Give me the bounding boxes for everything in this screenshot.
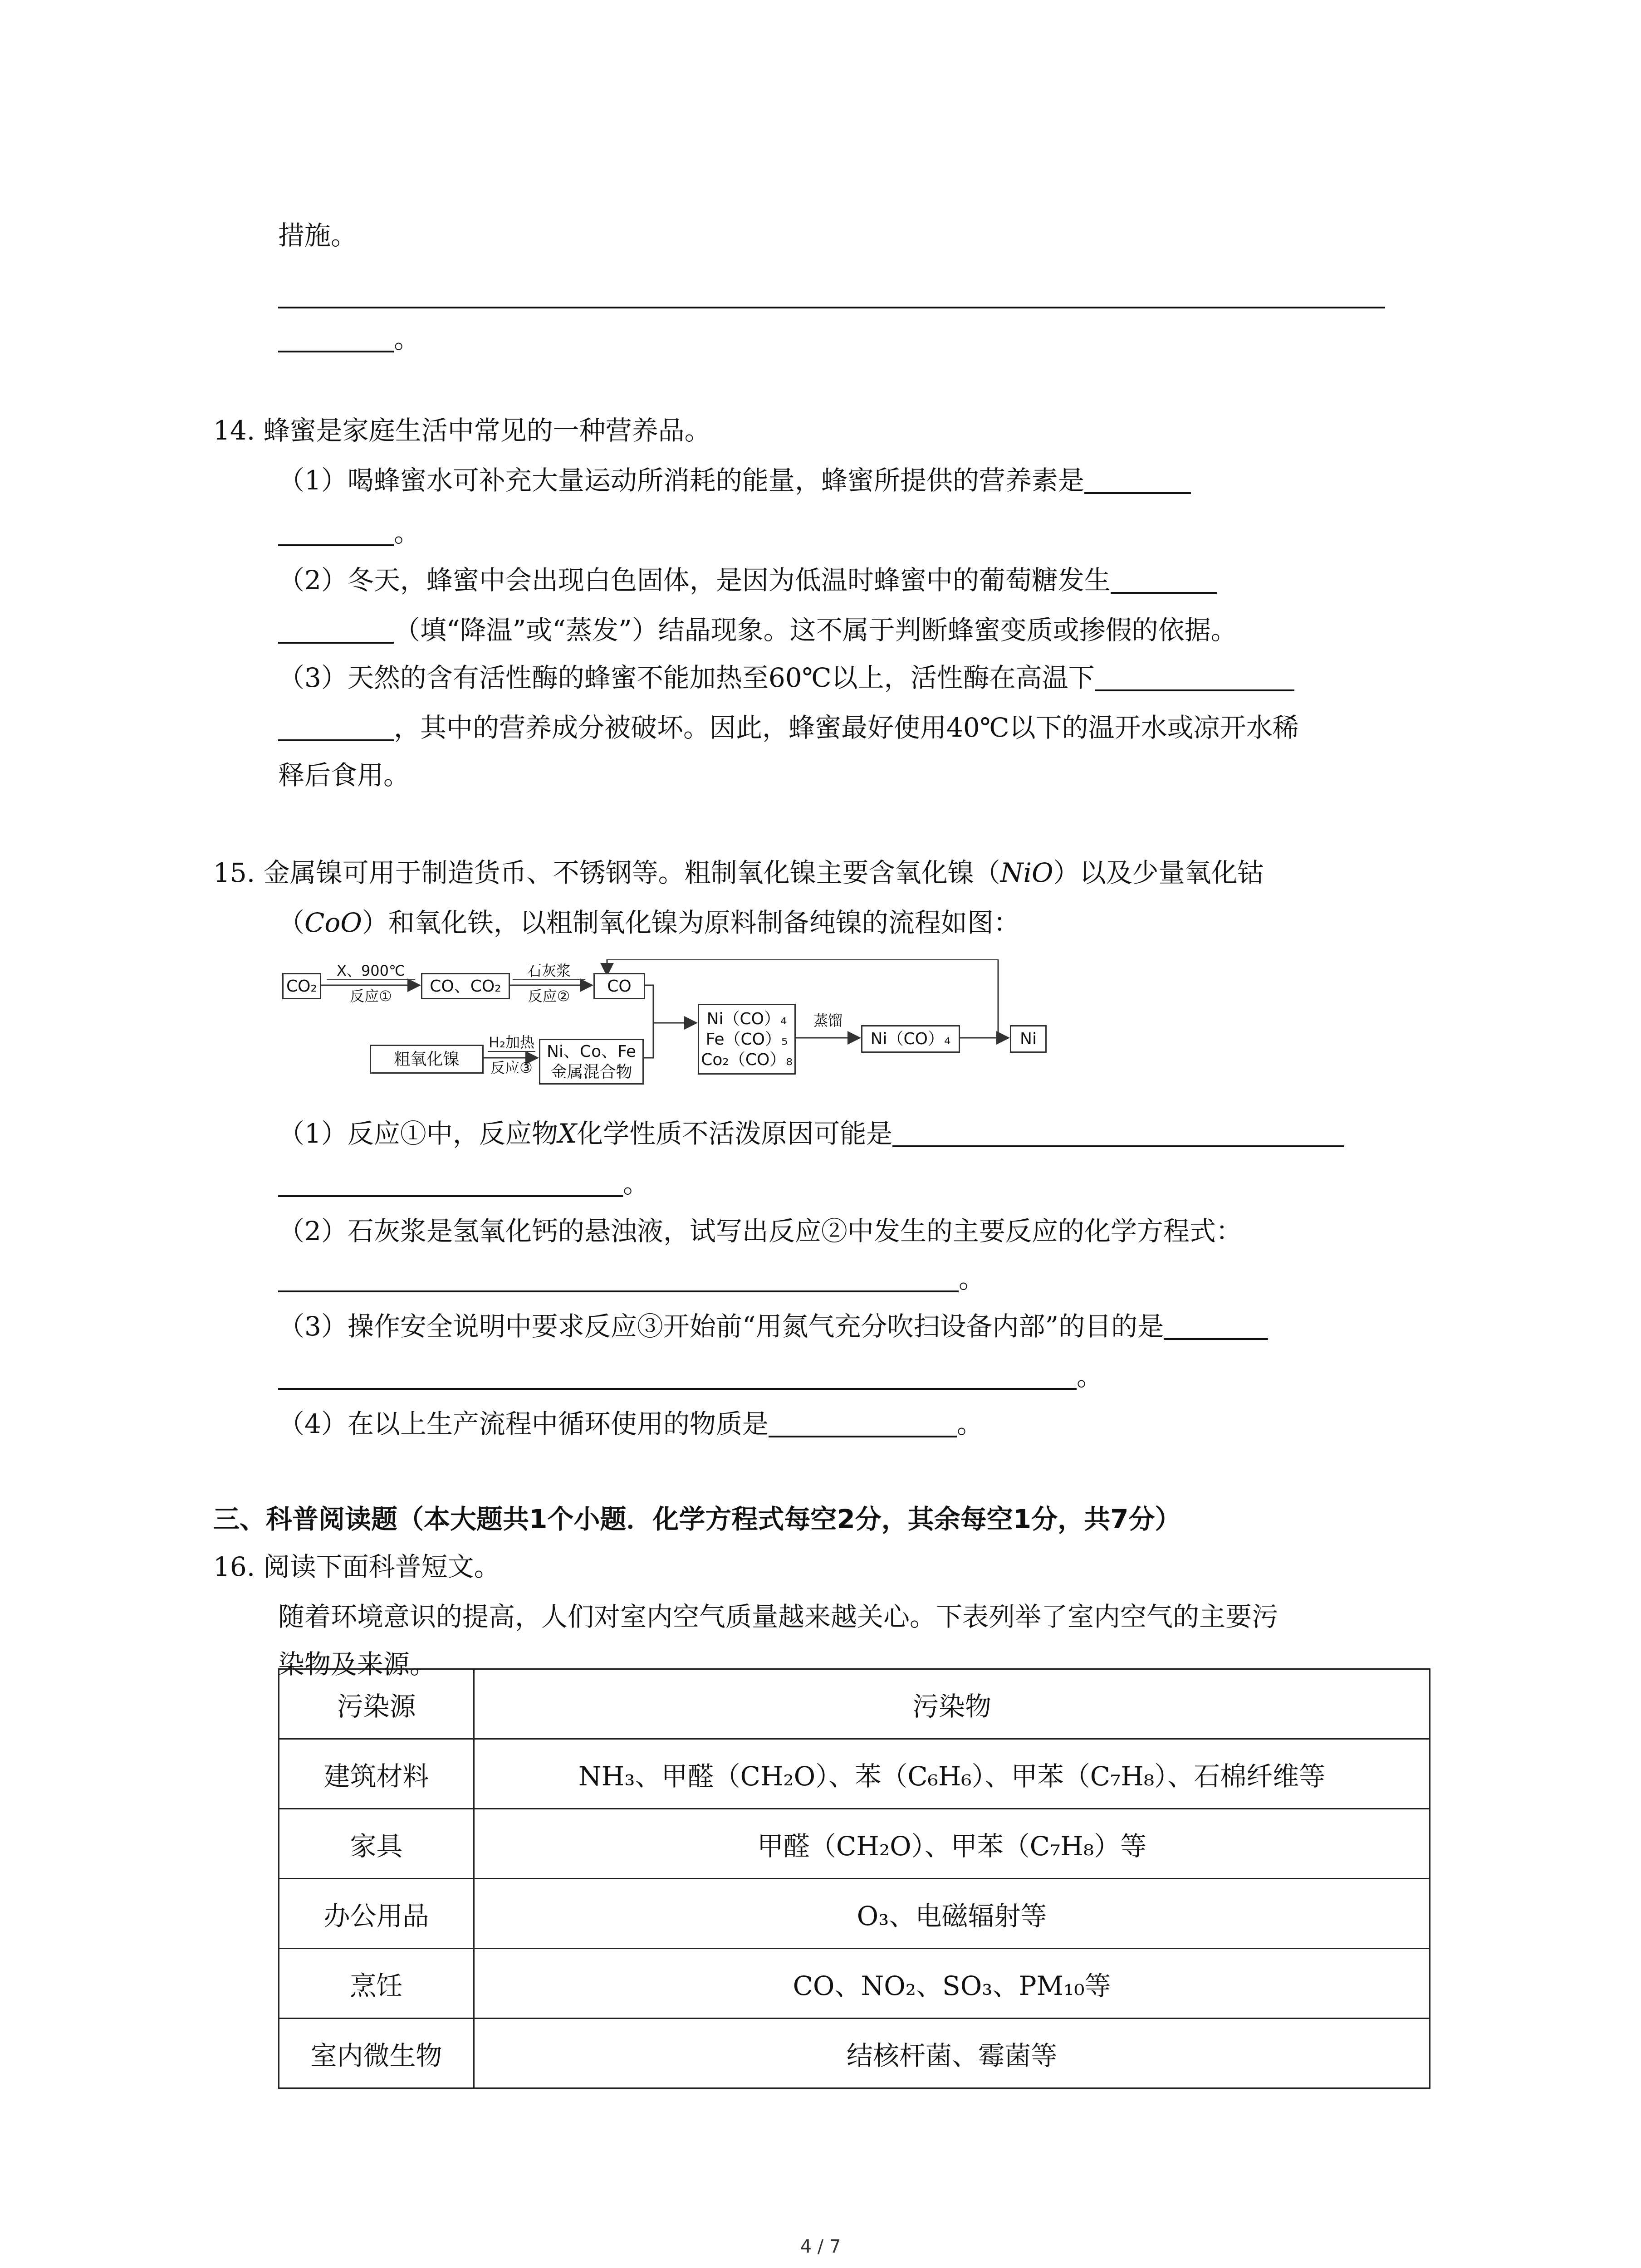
crude-nickel-oxide-box: 粗氧化镍 [370, 1045, 484, 1074]
section3-heading: 三、科普阅读题（本大题共1个小题．化学方程式每空2分，其余每空1分，共7分） [213, 1504, 1181, 1535]
q15-part1: （1）反应①中，反应物X化学性质不活泼原因可能是 [278, 1120, 1344, 1147]
table-row [279, 1809, 1430, 1879]
table-row [279, 1739, 1430, 1809]
answer-blank[interactable] [278, 739, 394, 741]
row-pollutant: NH₃、甲醛（CH₂O）、苯（C₆H₆）、甲苯（C₇H₈）、石棉纤维等 [474, 1739, 1430, 1809]
q16-para-2: 染物及来源。 [278, 1649, 436, 1680]
answer-blank[interactable] [1111, 591, 1217, 594]
reaction3-label: 反应③ [490, 1059, 533, 1076]
metal-carbonyls-box [698, 1004, 796, 1075]
q16-stem: 16. 阅读下面科普短文。 [213, 1551, 500, 1582]
row-pollutant: 甲醛（CH₂O）、甲苯（C₇H₈）等 [474, 1809, 1430, 1879]
reaction2-condition: 石灰浆 [513, 962, 585, 980]
distill-label: 蒸馏 [813, 1012, 843, 1029]
q14-part3-cont: ，其中的营养成分被破坏。因此，蜂蜜最好使用40℃以下的温开水或凉开水稀 [278, 714, 1299, 741]
reaction1-condition: X、900℃ [327, 962, 415, 980]
reaction1-label: 反应① [350, 987, 392, 1005]
q15-part3-cont: 。 [278, 1363, 1103, 1390]
q14-part3-end: 释后食用。 [278, 760, 410, 791]
q15-stem-2: （CoO）和氧化铁，以粗制氧化镍为原料制备纯镍的流程如图： [278, 907, 1020, 938]
prev-end-text: 措施。 [278, 220, 358, 251]
answer-blank[interactable] [278, 307, 1385, 308]
reaction3-condition: H₂加热 [488, 1034, 535, 1052]
q14-part2-cont: （填“降温”或“蒸发”）结晶现象。这不属于判断蜂蜜变质或掺假的依据。 [278, 617, 1237, 644]
answer-blank[interactable] [1084, 492, 1191, 494]
q15-part4: （4）在以上生产流程中循环使用的物质是 。 [278, 1408, 983, 1439]
q14-part1-cont: 。 [278, 519, 420, 546]
q15-part3: （3）操作安全说明中要求反应③开始前“用氮气充分吹扫设备内部”的目的是 [278, 1313, 1268, 1340]
q16-para-1: 随着环境意识的提高，人们对室内空气质量越来越关心。下表列举了室内空气的主要污 [278, 1601, 1279, 1632]
row-source: 烹饪 [279, 1949, 474, 2019]
q14-stem: 14. 蜂蜜是家庭生活中常见的一种营养品。 [213, 415, 711, 446]
q15-part1-cont: 。 [278, 1170, 649, 1197]
table-header-row [279, 1669, 1430, 1739]
row-source: 办公用品 [279, 1879, 474, 1949]
q15-stem-1: 15. 金属镍可用于制造货币、不锈钢等。粗制氧化镍主要含氧化镍（NiO）以及少量氧化钴 [213, 857, 1264, 888]
answer-blank[interactable] [769, 1435, 957, 1437]
ni-box: Ni [1010, 1025, 1047, 1053]
header-source: 污染源 [279, 1669, 474, 1739]
answer-blank[interactable] [278, 350, 394, 352]
answer-blank-line: 。 [278, 326, 420, 352]
row-pollutant: CO、NO₂、SO₃、PM₁₀等 [474, 1949, 1430, 2019]
header-pollutant: 污染物 [474, 1669, 1430, 1739]
flow-arrows [281, 959, 1080, 1109]
answer-blank[interactable] [1095, 689, 1294, 691]
answer-blank[interactable] [278, 1290, 959, 1292]
row-source: 室内微生物 [279, 2019, 474, 2088]
answer-blank[interactable] [278, 544, 394, 546]
answer-blank[interactable] [278, 1388, 1077, 1390]
table-row [279, 1879, 1430, 1949]
row-source: 家具 [279, 1809, 474, 1879]
metal-mixture-box: Ni、Co、Fe 金属混合物 [539, 1039, 644, 1085]
q15-part2: （2）石灰浆是氢氧化钙的悬浊液，试写出反应②中发生的主要反应的化学方程式： [278, 1216, 1242, 1246]
table-row [279, 2019, 1430, 2088]
reaction2-label: 反应② [528, 987, 570, 1005]
answer-blank[interactable] [892, 1145, 1344, 1147]
co-co2-box: CO、CO₂ [421, 973, 510, 999]
nico4-box: Ni（CO）₄ [861, 1025, 960, 1053]
answer-blank[interactable] [278, 1195, 623, 1197]
carbonyl-fe: Fe（CO）₅ [705, 1030, 788, 1049]
q14-part2: （2）冬天，蜂蜜中会出现白色固体，是因为低温时蜂蜜中的葡萄糖发生 [278, 567, 1217, 594]
row-pollutant: 结核杆菌、霉菌等 [474, 2019, 1430, 2088]
q14-part1: （1）喝蜂蜜水可补充大量运动所消耗的能量，蜂蜜所提供的营养素是 [278, 467, 1191, 494]
q14-part3: （3）天然的含有活性酶的蜂蜜不能加热至60℃以上，活性酶在高温下 [278, 665, 1294, 691]
process-flow-diagram [281, 959, 1080, 1109]
table-row [279, 1949, 1430, 2019]
answer-blank[interactable] [278, 641, 394, 644]
co-box: CO [593, 973, 645, 999]
row-pollutant: O₃、电磁辐射等 [474, 1879, 1430, 1949]
q15-part2-cont: 。 [278, 1266, 985, 1292]
carbonyl-co: Co₂（CO）₈ [701, 1050, 793, 1069]
pollutant-table [278, 1668, 1430, 2089]
co2-box: CO₂ [282, 973, 321, 999]
answer-blank[interactable] [1164, 1338, 1268, 1340]
row-source: 建筑材料 [279, 1739, 474, 1809]
page-number: 4 / 7 [800, 2236, 841, 2257]
carbonyl-ni: Ni（CO）₄ [706, 1009, 787, 1028]
